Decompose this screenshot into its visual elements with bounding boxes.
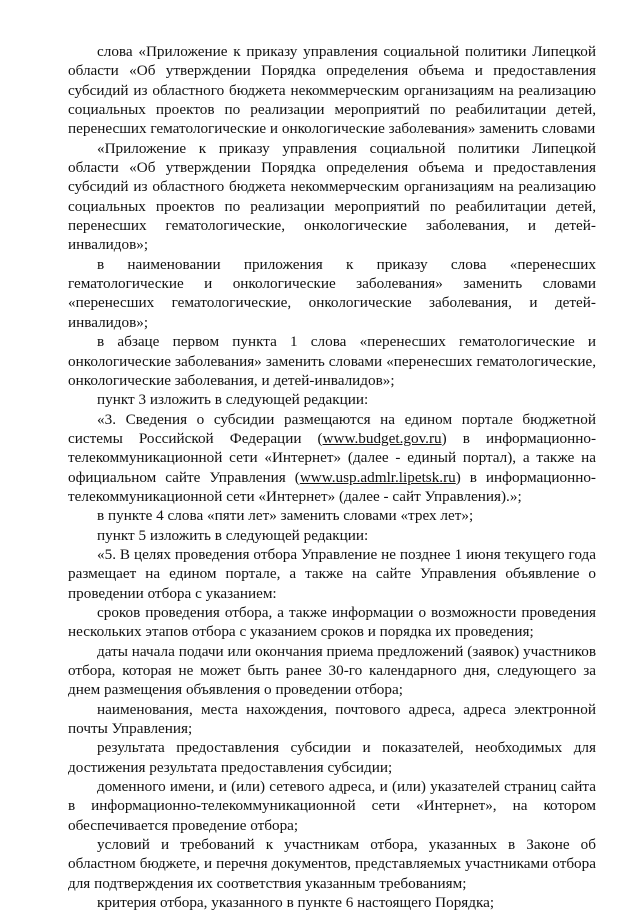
paragraph-4: в абзаце первом пункта 1 слова «перенесших гематологические и онкологические заболевания» заменить словами «перенесших гематологические, онкологические заболевания, и детей-инвалидов»;: [68, 333, 596, 389]
paragraph-1: слова «Приложение к приказу управления социальной политики Липецкой области «Об утверждении Порядка определения объема и предоставления субсидий из областного бюджета некоммерческим организациям на реализацию социальных проектов по реализации мероприятий по реабилитации детей, перенесших гематологические и онкологические заболевания» заменить словами: [68, 43, 596, 138]
paragraph-6: [68, 410, 596, 507]
paragraph-6-text-a: «3. Сведения о субсидии размещаются на едином портале бюджетной системы Российской Федерации (: [68, 410, 596, 447]
paragraph-15: условий и требований к участникам отбора, указанных в Законе об областном бюджете, и перечня документов, представляемых участниками отбора для подтверждения их соответствия указанным требованиям;: [68, 836, 596, 892]
paragraph-7: в пункте 4 слова «пяти лет» заменить словами «трех лет»;: [97, 507, 474, 525]
paragraph-9: «5. В целях проведения отбора Управление не позднее 1 июня текущего года размещает на едином портале, а также на сайте Управления объявление о проведении отбора с указанием:: [68, 545, 596, 602]
paragraph-14: доменного имени, и (или) сетевого адреса, и (или) указателей страниц сайта в информационно-телекоммуникационной сети «Интернет», на котором обеспечивается проведение отбора;: [68, 778, 596, 834]
paragraph-13: результата предоставления субсидии и показателей, необходимых для достижения результата предоставления субсидии;: [68, 739, 596, 776]
document-body: [68, 42, 596, 912]
budget-portal-link[interactable]: www.budget.gov.ru: [322, 429, 442, 447]
paragraph-6-text-b: ) в информационно-телекоммуникационной сети «Интернет» (далее - единый портал), а также на официальном сайте Управления (: [68, 429, 596, 486]
paragraph-3: в наименовании приложения к приказу слова «перенесших гематологические и онкологические заболевания» заменить словами «перенесших гематологические, онкологические заболевания, и детей-инвалидов»;: [68, 255, 596, 331]
paragraph-11: даты начала подачи или окончания приема предложений (заявок) участников отбора, которая не может быть ранее 30-го календарного дня, следующего за днем размещения объявления о проведении отбора;: [68, 642, 596, 699]
paragraph-16: критерия отбора, указанного в пункте 6 настоящего Порядка;: [97, 894, 495, 912]
paragraph-12: наименования, места нахождения, почтового адреса, адреса электронной почты Управления;: [68, 700, 596, 738]
paragraph-10: сроков проведения отбора, а также информации о возможности проведения нескольких этапов отбора с указанием сроков и порядка их проведения;: [68, 603, 596, 641]
paragraph-6-text-c: ) в информационно-телекоммуникационной сети «Интернет» (далее - сайт Управления).»;: [68, 468, 596, 505]
paragraph-5: пункт 3 изложить в следующей редакции:: [97, 391, 369, 409]
paragraph-8: пункт 5 изложить в следующей редакции:: [97, 526, 369, 544]
agency-site-link[interactable]: www.usp.admlr.lipetsk.ru: [299, 468, 456, 486]
paragraph-2: «Приложение к приказу управления социальной политики Липецкой области «Об утверждении Порядка определения объема и предоставления субсидий из областного бюджета некоммерческим организациям на реализацию социальных проектов по реализации мероприятий по реабилитации детей, перенесших гематологические, онкологические заболевания, и детей-инвалидов»;: [68, 139, 596, 254]
